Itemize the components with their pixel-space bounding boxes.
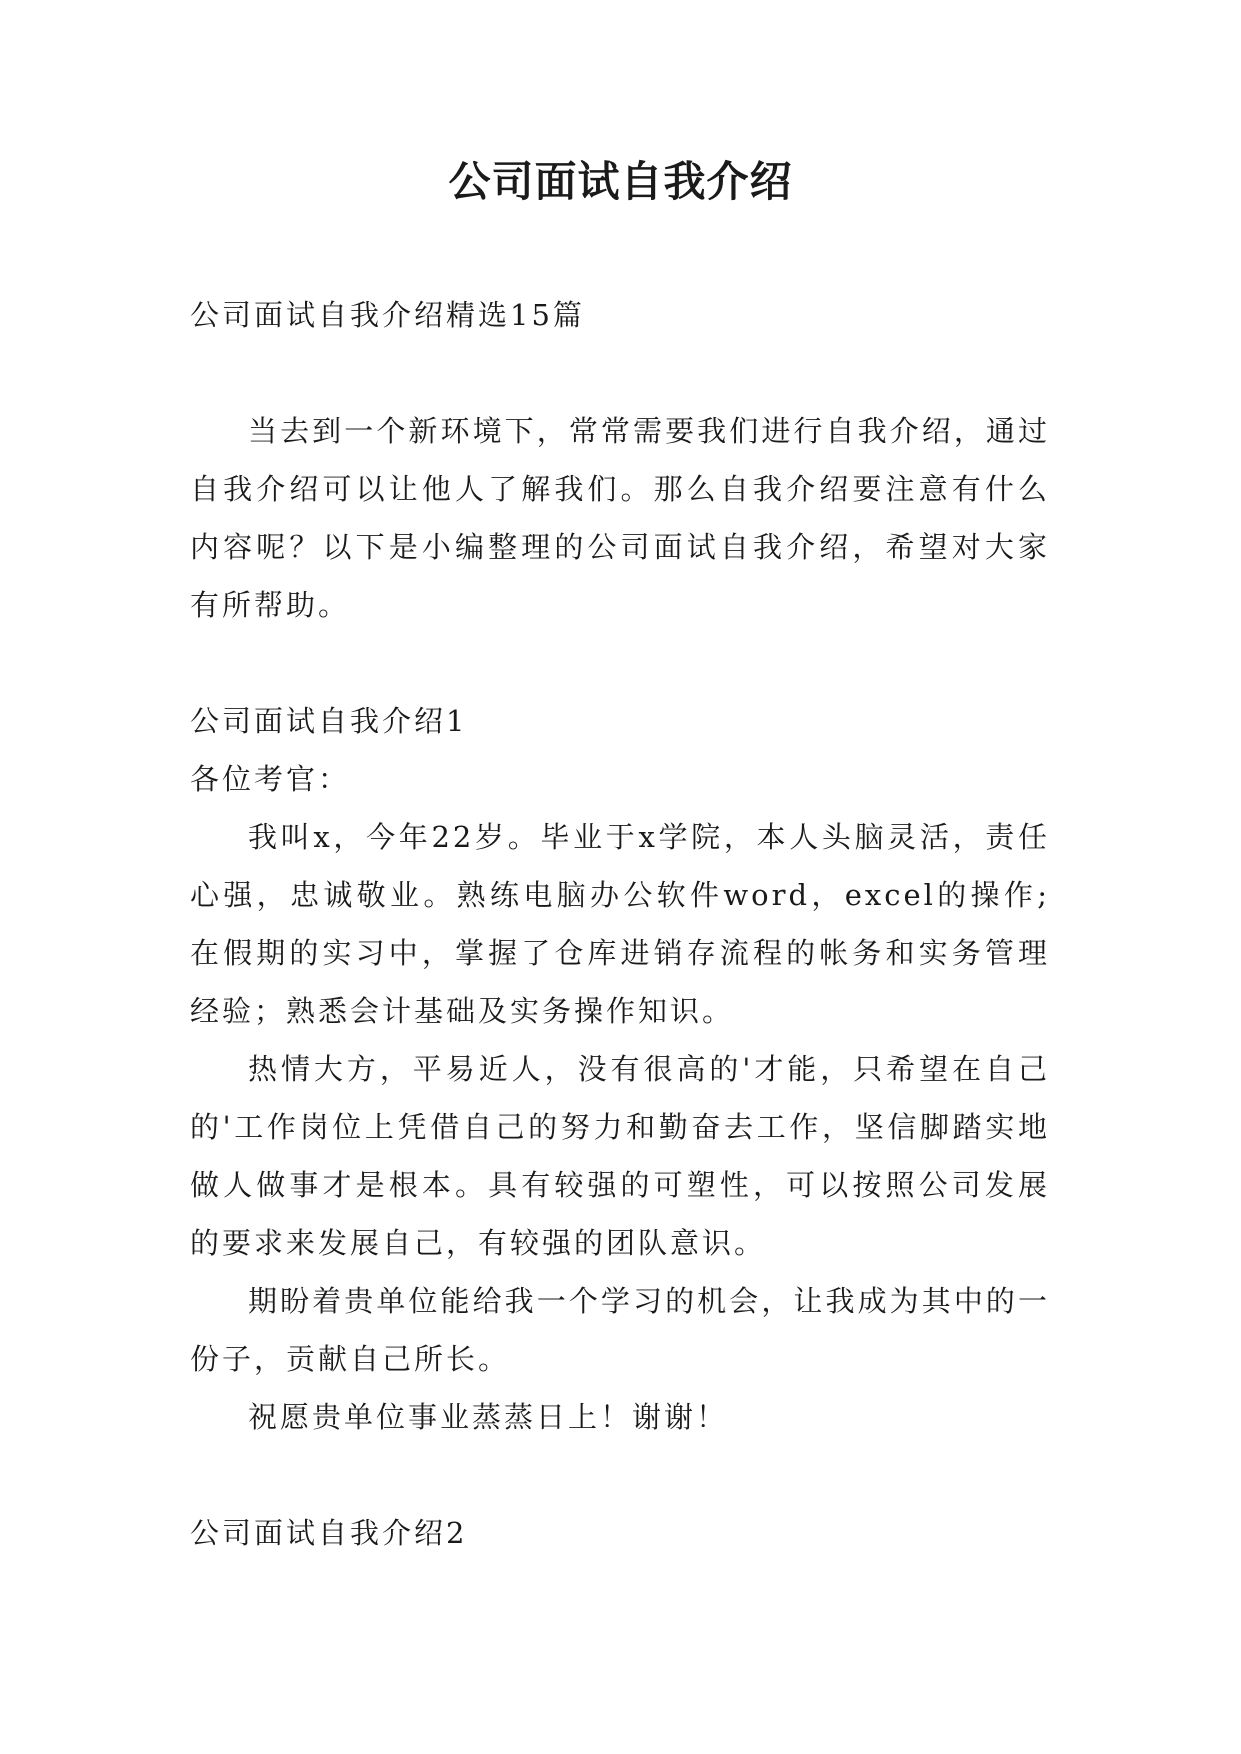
section-heading: 公司面试自我介绍2: [190, 1516, 468, 1550]
salutation: 各位考官：: [190, 762, 351, 796]
spacer: [190, 344, 1050, 402]
spacer: [190, 634, 1050, 692]
intro-paragraph: 当去到一个新环境下，常常需要我们进行自我介绍，通过自我介绍可以让他人了解我们。那么自我介绍要注意有什么内容呢？以下是小编整理的公司面试自我介绍，希望对大家有所帮助。: [190, 414, 1050, 622]
spacer: [190, 1446, 1050, 1504]
document-body: [190, 286, 1050, 1562]
document-subtitle: 公司面试自我介绍精选15篇: [190, 298, 585, 332]
body-paragraph: 热情大方，平易近人，没有很高的'才能，只希望在自己的'工作岗位上凭借自己的努力和勤奋去工作，坚信脚踏实地做人做事才是根本。具有较强的可塑性，可以按照公司发展的要求来发展自己，有较强的团队意识。: [190, 1052, 1050, 1260]
document-title: 公司面试自我介绍: [448, 157, 793, 206]
section-heading: 公司面试自我介绍1: [190, 704, 468, 738]
body-paragraph: 祝愿贵单位事业蒸蒸日上！谢谢！: [248, 1400, 729, 1434]
body-paragraph: 我叫x，今年22岁。毕业于x学院，本人头脑灵活，责任心强，忠诚敬业。熟练电脑办公软件word，excel的操作;在假期的实习中，掌握了仓库进销存流程的帐务和实务管理经验；熟悉会计基础及实务操作知识。: [190, 820, 1050, 1028]
body-paragraph: 期盼着贵单位能给我一个学习的机会，让我成为其中的一份子，贡献自己所长。: [190, 1284, 1050, 1376]
